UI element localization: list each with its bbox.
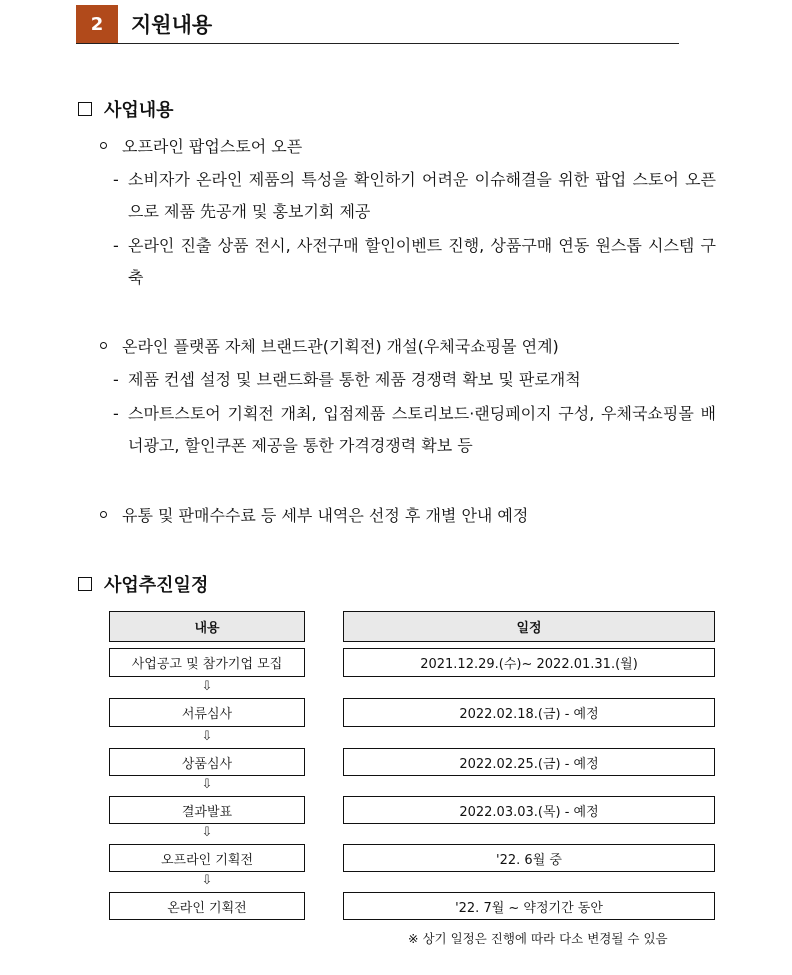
dash-bullet: - bbox=[113, 404, 119, 423]
down-arrow-icon: ⇩ bbox=[201, 777, 213, 792]
section-title: 지원내용 bbox=[131, 13, 213, 37]
circle-bullet-icon bbox=[100, 142, 107, 149]
detail-text: 소비자가 온라인 제품의 특성을 확인하기 어려운 이슈해결을 위한 팝업 스토어 오픈으로 제품 先공개 및 홍보기회 제공 bbox=[128, 170, 716, 221]
business-heading-label: 사업내용 bbox=[104, 100, 174, 121]
schedule-date-cell: 2021.12.29.(수)~ 2022.01.31.(월) bbox=[343, 648, 715, 677]
section-header bbox=[76, 0, 679, 44]
down-arrow-icon: ⇩ bbox=[201, 679, 213, 694]
schedule-content-cell: 상품심사 bbox=[109, 748, 305, 776]
schedule-date-cell: '22. 7월 ~ 약정기간 동안 bbox=[343, 892, 715, 920]
checkbox-square-icon bbox=[78, 577, 92, 591]
schedule-date-cell: 2022.03.03.(목) - 예정 bbox=[343, 796, 715, 824]
down-arrow-icon: ⇩ bbox=[201, 873, 213, 888]
down-arrow-icon: ⇩ bbox=[201, 729, 213, 744]
dash-bullet: - bbox=[113, 170, 119, 189]
schedule-content-cell: 결과발표 bbox=[109, 796, 305, 824]
detail-text: 스마트스토어 기획전 개최, 입점제품 스토리보드·랜딩페이지 구성, 우체국쇼핑몰 배너광고, 할인쿠폰 제공을 통한 가격경쟁력 확보 등 bbox=[128, 404, 716, 455]
schedule-content-cell: 오프라인 기획전 bbox=[109, 844, 305, 872]
section-number: 2 bbox=[76, 5, 118, 43]
dash-bullet: - bbox=[113, 236, 119, 255]
business-item-2-title: 온라인 플랫폼 자체 브랜드관(기획전) 개설(우체국쇼핑몰 연계) bbox=[122, 337, 559, 356]
circle-bullet-icon bbox=[100, 342, 107, 349]
business-item-2-detail-1 bbox=[113, 364, 716, 396]
business-item-1-detail-2 bbox=[113, 230, 716, 294]
schedule-note: ※ 상기 일정은 진행에 따라 다소 변경될 수 있음 bbox=[408, 931, 668, 946]
schedule-content-cell: 온라인 기획전 bbox=[109, 892, 305, 920]
dash-bullet: - bbox=[113, 370, 119, 389]
schedule-content-cell: 서류심사 bbox=[109, 698, 305, 727]
schedule-date-cell: 2022.02.25.(금) - 예정 bbox=[343, 748, 715, 776]
schedule-col-content-header: 내용 bbox=[109, 611, 305, 642]
detail-text: 온라인 진출 상품 전시, 사전구매 할인이벤트 진행, 상품구매 연동 원스톱 시스템 구축 bbox=[128, 236, 716, 287]
schedule-heading bbox=[78, 571, 208, 597]
business-item-2-detail-2 bbox=[113, 398, 716, 462]
circle-bullet-icon bbox=[100, 511, 107, 518]
business-item-3 bbox=[100, 503, 528, 526]
schedule-date-cell: 2022.02.18.(금) - 예정 bbox=[343, 698, 715, 727]
business-item-1 bbox=[100, 134, 302, 157]
business-item-1-title: 오프라인 팝업스토어 오픈 bbox=[122, 137, 303, 156]
schedule-col-date-header: 일정 bbox=[343, 611, 715, 642]
down-arrow-icon: ⇩ bbox=[201, 825, 213, 840]
schedule-heading-label: 사업추진일정 bbox=[104, 575, 209, 596]
detail-text: 제품 컨셉 설정 및 브랜드화를 통한 제품 경쟁력 확보 및 판로개척 bbox=[128, 370, 581, 389]
business-item-3-title: 유통 및 판매수수료 등 세부 내역은 선정 후 개별 안내 예정 bbox=[122, 506, 529, 525]
schedule-date-cell: '22. 6월 중 bbox=[343, 844, 715, 872]
business-item-1-detail-1 bbox=[113, 164, 716, 228]
checkbox-square-icon bbox=[78, 102, 92, 116]
schedule-content-cell: 사업공고 및 참가기업 모집 bbox=[109, 648, 305, 677]
business-heading bbox=[78, 96, 174, 122]
business-item-2 bbox=[100, 334, 559, 357]
